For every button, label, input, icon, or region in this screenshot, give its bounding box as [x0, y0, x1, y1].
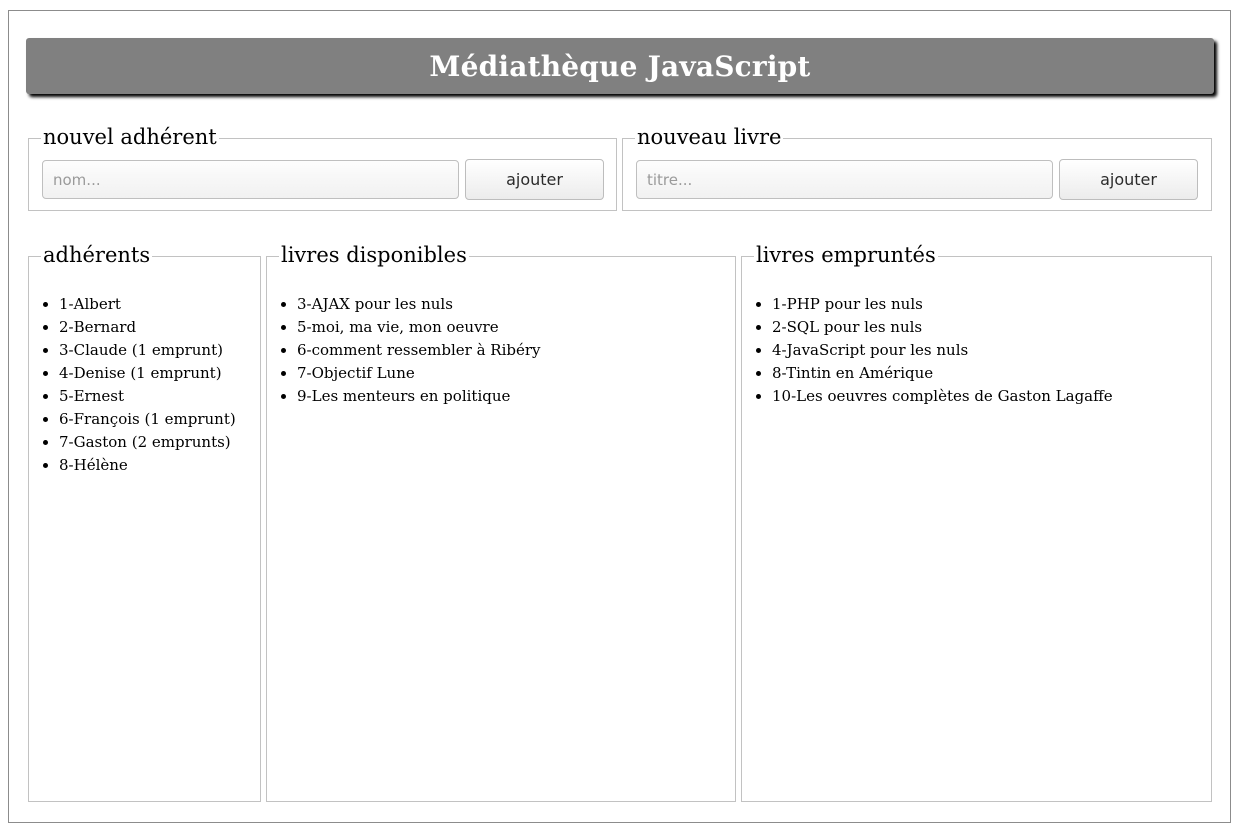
members-fieldset [28, 243, 261, 802]
list-item[interactable]: • 9-Les menteurs en politique [297, 385, 541, 408]
list-item[interactable]: • 7-Gaston (2 emprunts) [59, 431, 236, 454]
borrowed-books-list [742, 293, 1113, 408]
list-item[interactable]: • 4-JavaScript pour les nuls [772, 339, 1113, 362]
list-item[interactable]: • 2-Bernard [59, 316, 236, 339]
list-item[interactable]: • 6-François (1 emprunt) [59, 408, 236, 431]
list-item[interactable]: • 8-Hélène [59, 454, 236, 477]
list-item[interactable]: • 10-Les oeuvres complètes de Gaston Lagaffe [772, 385, 1113, 408]
add-member-button[interactable]: ajouter [465, 159, 604, 200]
members-list [29, 293, 236, 477]
available-books-fieldset [266, 243, 736, 802]
members-legend: adhérents [43, 243, 151, 267]
list-item[interactable]: • 3-AJAX pour les nuls [297, 293, 541, 316]
new-member-legend: nouvel adhérent [43, 125, 217, 149]
available-books-legend: livres disponibles [281, 243, 467, 267]
add-book-button[interactable]: ajouter [1059, 159, 1198, 200]
list-item[interactable]: • 5-Ernest [59, 385, 236, 408]
list-item[interactable]: • 5-moi, ma vie, mon oeuvre [297, 316, 541, 339]
borrowed-books-fieldset [741, 243, 1212, 802]
list-item[interactable]: • 1-PHP pour les nuls [772, 293, 1113, 316]
list-item[interactable]: • 6-comment ressembler à Ribéry [297, 339, 541, 362]
list-item[interactable]: • 3-Claude (1 emprunt) [59, 339, 236, 362]
new-book-fieldset [622, 125, 1212, 211]
new-member-fieldset [28, 125, 617, 211]
list-item[interactable]: • 2-SQL pour les nuls [772, 316, 1113, 339]
new-book-legend: nouveau livre [637, 125, 782, 149]
member-name-input[interactable] [42, 160, 459, 199]
list-item[interactable]: • 4-Denise (1 emprunt) [59, 362, 236, 385]
page-title: Médiathèque JavaScript [429, 49, 811, 83]
list-item[interactable]: • 8-Tintin en Amérique [772, 362, 1113, 385]
list-item[interactable]: • 7-Objectif Lune [297, 362, 541, 385]
book-title-input[interactable] [636, 160, 1053, 199]
header-banner [26, 38, 1214, 94]
available-books-list [267, 293, 541, 408]
borrowed-books-legend: livres empruntés [756, 243, 936, 267]
list-item[interactable]: • 1-Albert [59, 293, 236, 316]
